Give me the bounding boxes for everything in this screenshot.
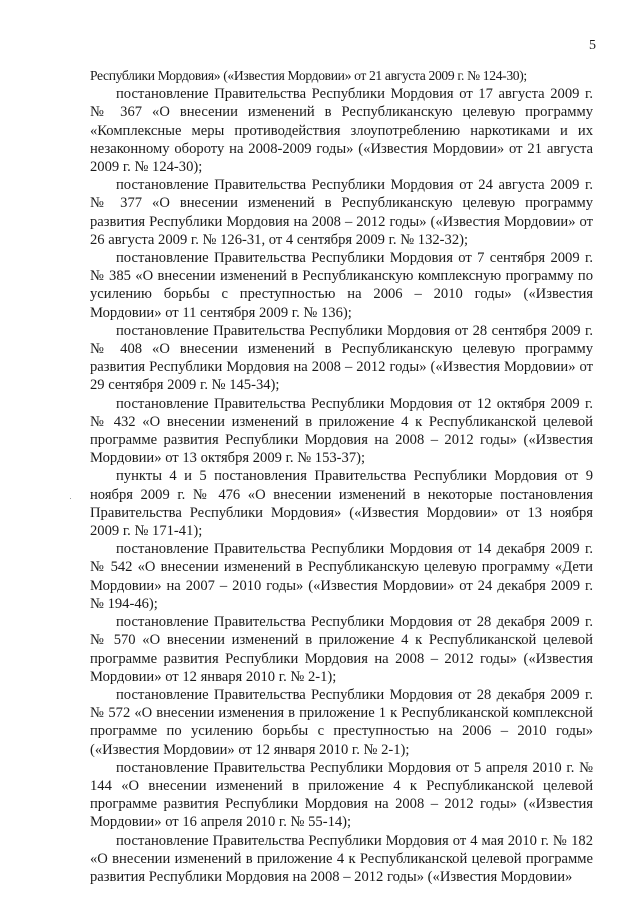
- paragraph-decree-476: пункты 4 и 5 постановления Правительства Республики Мордовия от 9 ноября 2009 г. № 476 «О внесении изменений в некоторые постановления Правительства Республики Мордовия» («Известия Мордовии» от 13 ноября 2009 г. № 171-41);: [90, 468, 593, 540]
- scan-speck: [70, 498, 71, 499]
- paragraph-decree-182: постановление Правительства Республики Мордовия от 4 мая 2010 г. № 182 «О внесении изменений в приложение 4 к Республиканской целевой программе развития Республики Мордовия на 2008 – 2012 годы» («Известия Мордовии»: [90, 832, 593, 885]
- paragraph-decree-408: постановление Правительства Республики Мордовия от 28 сентября 2009 г. № 408 «О внесении изменений в Республиканскую целевую программу развития Республики Мордовия на 2008 – 2012 годы» («Известия Мордовии» от 29 сентября 2009 г. № 145-34);: [90, 322, 593, 394]
- paragraph-decree-570: постановление Правительства Республики Мордовия от 28 декабря 2009 г. № 570 «О внесении изменений в приложение 4 к Республиканской целевой программе развития Республики Мордовия на 2008 – 2012 годы» («Известия Мордовии» от 12 января 2010 г. № 2-1);: [90, 614, 593, 685]
- paragraph-decree-572: постановление Правительства Республики Мордовия от 28 декабря 2009 г. № 572 «О внесении изменения в приложение 1 к Республиканской комплексной программе по усилению борьбы с преступностью на 2006 – 2010 годы» («Известия Мордовии» от 12 января 2010 г. № 2-1);: [90, 686, 593, 758]
- paragraph-decree-377: постановление Правительства Республики Мордовия от 24 августа 2009 г. № 377 «О внесении изменений в Республиканскую целевую программу развития Республики Мордовия на 2008 – 2012 годы» («Известия Мордовии» от 26 августа 2009 г. № 126-31, от 4 сентября 2009 г. № 132-32);: [90, 177, 593, 248]
- paragraph-decree-432: постановление Правительства Республики Мордовия от 12 октября 2009 г. № 432 «О внесении изменений в приложение 4 к Республиканской целевой программе развития Республики Мордовия на 2008 – 2012 годы» («Известия Мордовии» от 13 октября 2009 г. № 153-37);: [90, 395, 593, 467]
- paragraph-decree-542: постановление Правительства Республики Мордовия от 14 декабря 2009 г. № 542 «О внесении изменений в Республиканскую целевую программу «Дети Мордовии» на 2007 – 2010 годы» («Известия Мордовии» от 24 декабря 2009 г. № 194-46);: [90, 541, 593, 612]
- paragraph-decree-367: постановление Правительства Республики Мордовия от 17 августа 2009 г. № 367 «О внесении изменений в Республиканскую целевую программу «Комплексные меры противодействия злоупотреблению наркотиками и их незаконному обороту на 2008-2009 годы» («Известия Мордовии» от 21 августа 2009 г. № 124-30);: [90, 86, 593, 176]
- page-number: 5: [589, 38, 596, 53]
- paragraph-continuation: Республики Мордовия» («Известия Мордовии» от 21 августа 2009 г. № 124-30);: [90, 68, 527, 83]
- paragraph-decree-144: постановление Правительства Республики Мордовия от 5 апреля 2010 г. № 144 «О внесении изменений в приложение 4 к Республиканской целевой программе развития Республики Мордовия на 2008 – 2012 годы» («Известия Мордовии» от 16 апреля 2010 г. № 55-14);: [90, 759, 593, 831]
- document-body: [90, 67, 593, 886]
- paragraph-decree-385: постановление Правительства Республики Мордовия от 7 сентября 2009 г. № 385 «О внесении изменений в Республиканскую комплексную программу по усилению борьбы с преступностью на 2006 – 2010 годы» («Известия Мордовии» от 11 сентября 2009 г. № 136);: [90, 250, 593, 321]
